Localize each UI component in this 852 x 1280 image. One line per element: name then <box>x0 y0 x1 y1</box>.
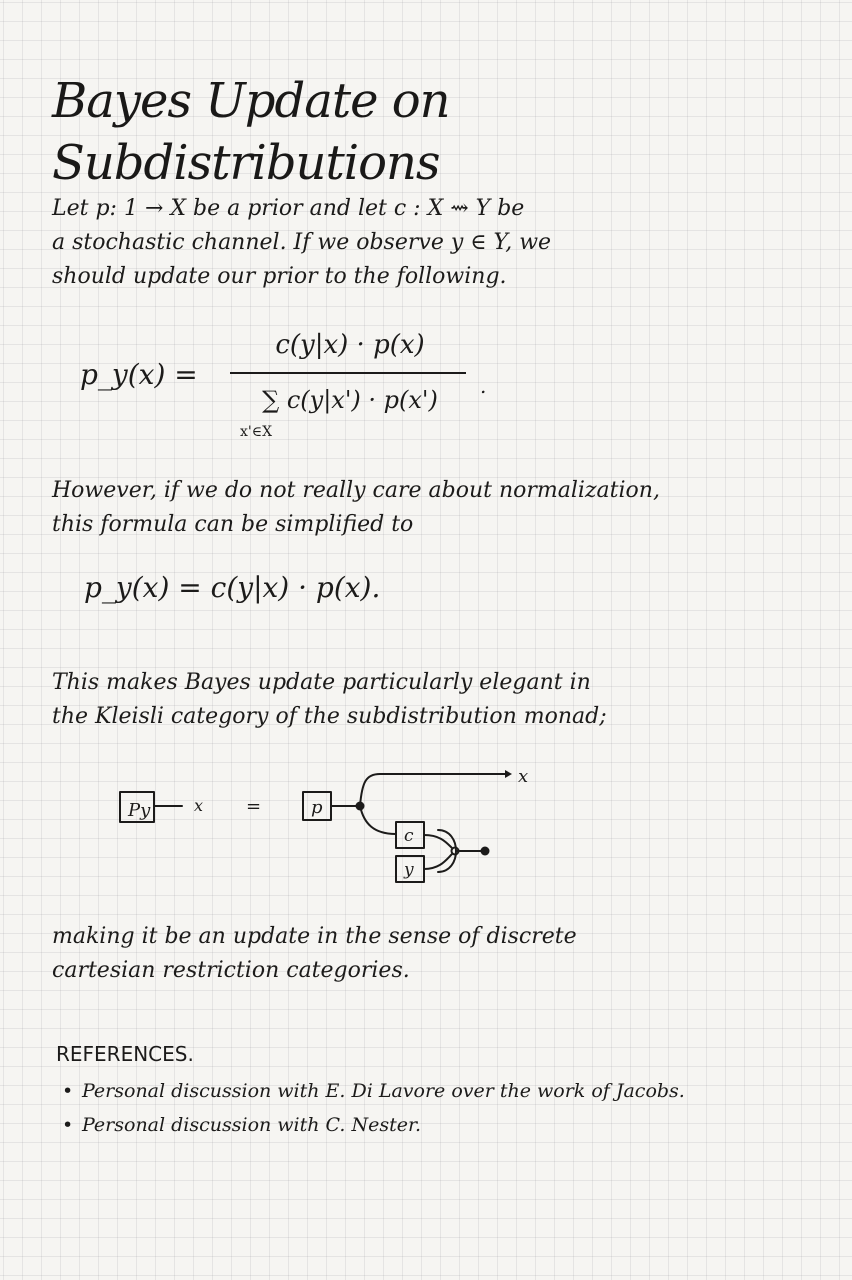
bayes-formula <box>80 330 500 450</box>
reference-item <box>60 1108 685 1142</box>
formula-denominator: ∑ c(y|x') · p(x') <box>262 386 438 414</box>
references-list <box>60 1074 685 1142</box>
normalization-paragraph: However, if we do not really care about normalization, this formula can be simplified to <box>52 478 660 537</box>
sum-subscript: x'∈X <box>240 424 273 440</box>
py-box-label: Py <box>128 800 151 821</box>
bullet-icon: • <box>62 1080 74 1102</box>
string-diagram-svg <box>110 762 550 898</box>
formula-numerator: c(y|x) · p(x) <box>275 330 425 360</box>
references-heading: REFERENCES. <box>56 1042 194 1066</box>
kleisli-paragraph: This makes Bayes update particularly elegant in the Kleisli category of the subdistribution monad; <box>52 670 607 729</box>
intro-paragraph: Let p: 1 → X be a prior and let c : X ⇝ Y be a stochastic channel. If we observe y ∈ Y, we should update our prior to the following. <box>52 196 552 289</box>
copy-node <box>356 802 365 811</box>
discard-node <box>481 847 490 856</box>
reference-item <box>60 1074 685 1108</box>
top-output-wire <box>360 774 505 806</box>
copy-lower-wire <box>360 806 396 834</box>
y-box-label: y <box>404 860 414 880</box>
restriction-paragraph: making it be an update in the sense of discrete cartesian restriction categories. <box>52 924 577 983</box>
formula-lhs: p_y(x) = <box>80 358 198 391</box>
c-output-wire <box>424 835 452 848</box>
formula-period: . <box>480 374 487 398</box>
diagram-equals: = <box>246 796 262 817</box>
reference-text: Personal discussion with E. Di Lavore over the work of Jacobs. <box>82 1080 685 1102</box>
top-wire-arrowhead <box>505 770 512 778</box>
simplified-formula: p_y(x) = c(y|x) · p(x). <box>84 571 381 604</box>
comparator-shape <box>438 830 456 872</box>
c-box-label: c <box>404 826 414 846</box>
reference-text: Personal discussion with C. Nester. <box>82 1114 422 1136</box>
bullet-icon: • <box>62 1114 74 1136</box>
string-diagram <box>110 762 550 898</box>
py-wire-label: x <box>194 796 204 815</box>
p-box-label: p <box>311 797 323 818</box>
fraction-bar <box>230 372 466 374</box>
top-wire-label: x <box>518 766 529 787</box>
y-output-wire <box>424 854 452 869</box>
page-title: Bayes Update on Subdistributions <box>52 73 450 191</box>
